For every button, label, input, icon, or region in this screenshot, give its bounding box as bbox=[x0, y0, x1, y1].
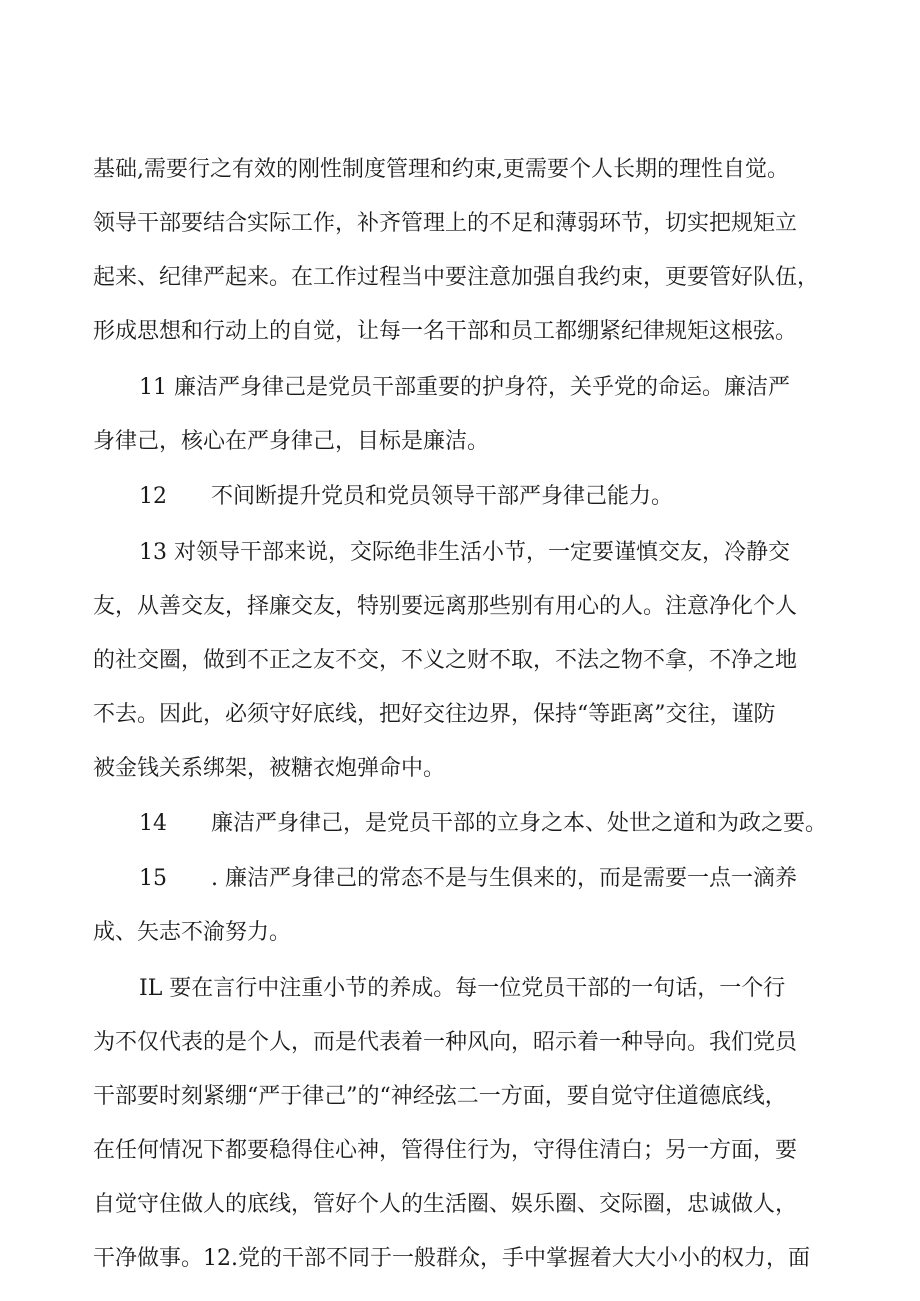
paragraph-il-line: IL 要在言行中注重小节的养成。每一位党员干部的一句话，一个行 bbox=[139, 976, 786, 1001]
text-line: 干净做事。12.党的干部不同于一般群众，手中掌握着大大小小的权力，面 bbox=[93, 1246, 810, 1271]
paragraph-12-line: 12 不间断提升党员和党员领导干部严身律己能力。 bbox=[139, 484, 673, 509]
text-line: 形成思想和行动上的自觉，让每一名干部和员工都绷紧纪律规矩这根弦。 bbox=[93, 319, 798, 344]
paragraph-11-line: 11 廉洁严身律己是党员干部重要的护身符，关乎党的命运。廉洁严 bbox=[139, 375, 790, 400]
text-line: 为不仅代表的是个人，而是代表着一种风向，昭示着一种导向。我们党员 bbox=[93, 1030, 798, 1055]
text-line: 起来、纪律严起来。在工作过程当中要注意加强自我约束，更要管好队伍， bbox=[93, 265, 820, 290]
text-line: 不去。因此，必须守好底线，把好交往边界，保持“等距离”交往，谨防 bbox=[93, 702, 776, 727]
text-line: 身律己，核心在严身律己，目标是廉洁。 bbox=[93, 429, 490, 454]
text-line: 自觉守住做人的底线，管好个人的生活圈、娱乐圈、交际圈，忠诚做人， bbox=[93, 1192, 798, 1217]
text-line: 基础,需要行之有效的刚性制度管理和约束,更需要个人长期的理性自觉。 bbox=[93, 157, 789, 182]
text-line: 友，从善交友，择廉交友，特别要远离那些别有用心的人。注意净化个人 bbox=[93, 594, 798, 619]
paragraph-14-line: 14 廉洁严身律己，是党员干部的立身之本、处世之道和为政之要。 bbox=[139, 811, 827, 836]
text-line: 被金钱关系绑架，被糖衣炮弹命中。 bbox=[93, 756, 446, 781]
paragraph-13-line: 13 对领导干部来说，交际绝非生活小节，一定要谨慎交友，冷静交 bbox=[139, 540, 790, 565]
paragraph-15-line: 15 . 廉洁严身律己的常态不是与生俱来的，而是需要一点一滴养 bbox=[139, 866, 797, 891]
text-line: 在任何情况下都要稳得住心神，管得住行为，守得住清白；另一方面，要 bbox=[93, 1138, 798, 1163]
text-line: 领导干部要结合实际工作，补齐管理上的不足和薄弱环节，切实把规矩立 bbox=[93, 211, 798, 236]
text-line: 的社交圈，做到不正之友不交，不义之财不取，不法之物不拿，不净之地 bbox=[93, 648, 798, 673]
text-line: 成、矢志不渝努力。 bbox=[93, 920, 292, 945]
text-line: 干部要时刻紧绷“严于律己”的“神经弦二一方面，要自觉守住道德底线， bbox=[93, 1084, 787, 1109]
